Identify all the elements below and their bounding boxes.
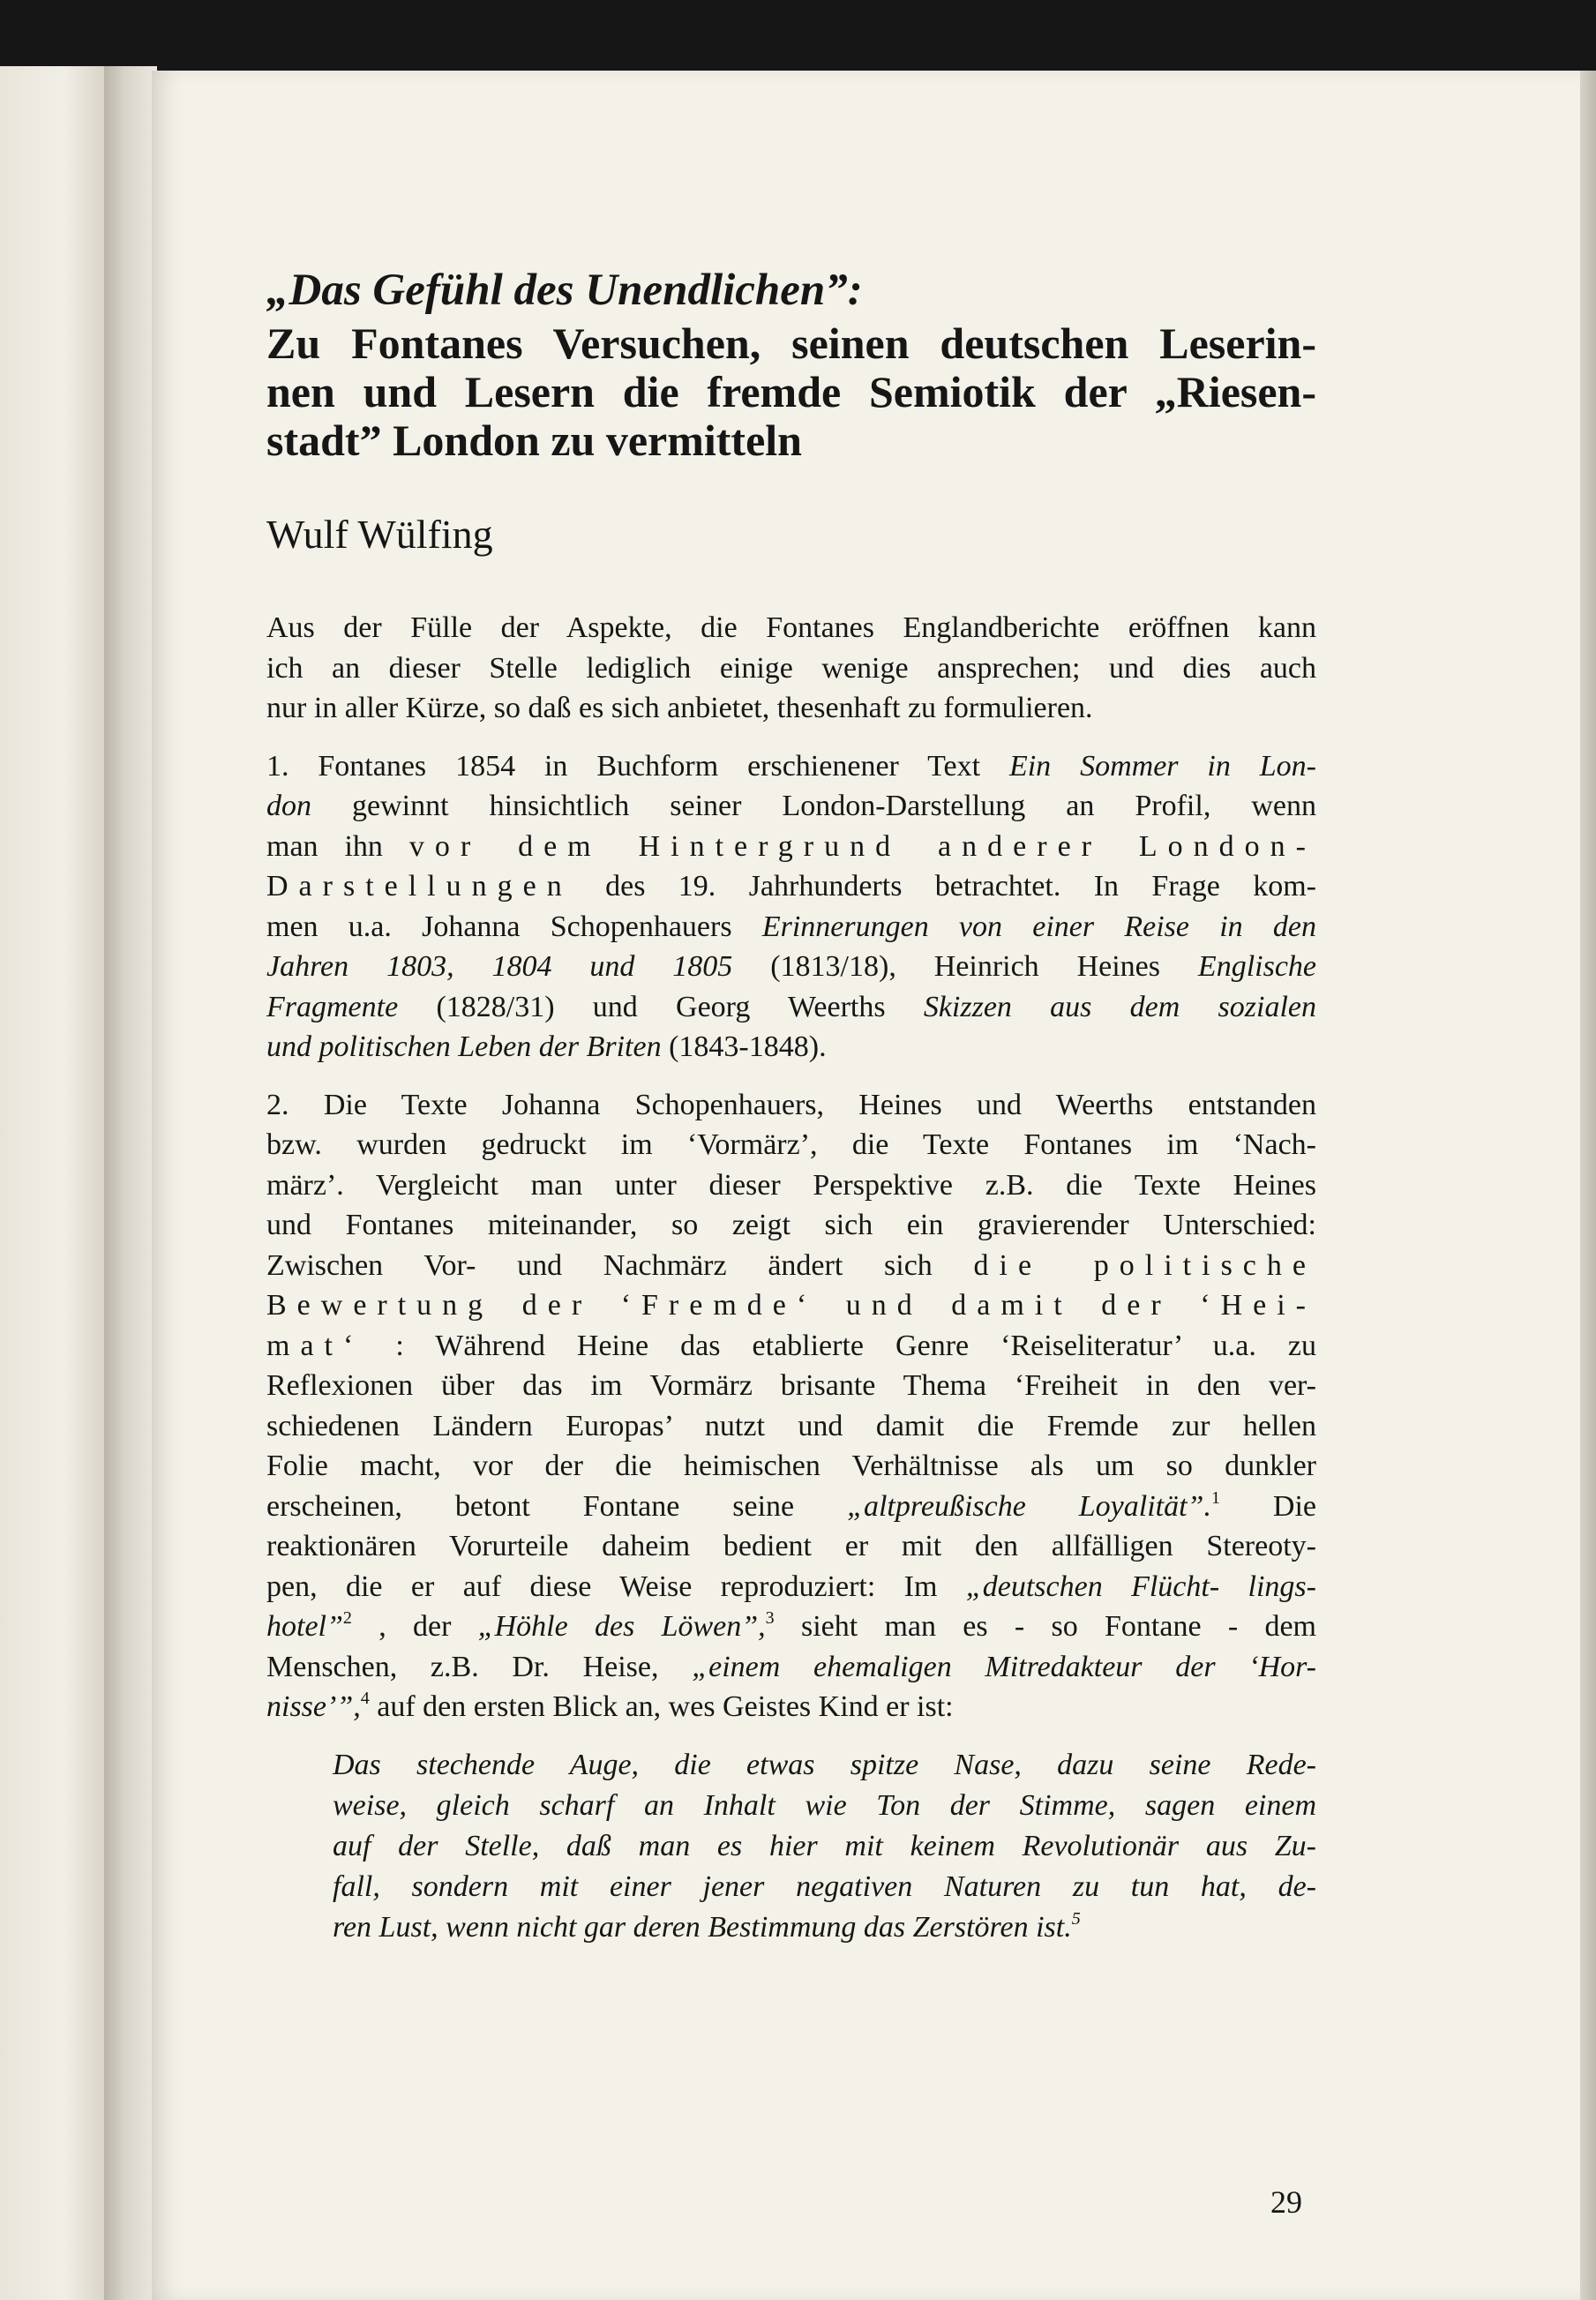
text-run: : Während Heine das etablierte Genre ‘Reiseliteratur’ u.a. zu [363,1329,1316,1362]
text-run: auf den ersten Blick an, wes Geistes Kind er ist: [369,1690,954,1723]
text-line [266,947,1316,987]
quote-line: Das stechende Auge, die etwas spitze Nase, dazu seine Rede- [333,1748,1316,1781]
right-page-edge [1580,71,1596,2300]
book-title-run: Fragmente [266,990,399,1023]
quotation-run: „Höhle des Löwen”, [477,1610,766,1643]
text-line: reaktionären Vorurteile daheim bedient er mit den allfälligen Stereoty- [266,1530,1316,1562]
paragraph-thesis-2 [266,1085,1316,1727]
text-line [266,746,1316,787]
text-line [266,987,1316,1028]
text-line: und Fontanes miteinander, so zeigt sich ein gravierender Unterschied: [266,1209,1316,1241]
chapter-title-line: stadt” London zu vermitteln [266,416,802,465]
book-page [152,71,1581,2300]
text-line: Folie macht, vor der die heimischen Verhältnisse als um so dunkler [266,1450,1316,1482]
book-title-run: Ein Sommer in Lon- [1008,749,1316,783]
text-line [266,1487,1316,1527]
text-line [266,1687,1316,1727]
text-line: nur in aller Kürze, so daß es sich anbietet, thesenhaft zu formulieren. [266,692,1093,724]
footnote-marker: 3 [765,1608,775,1628]
text-run: (1813/18), Heinrich Heines [732,950,1198,983]
footnote-marker: 1 [1210,1487,1220,1508]
page-content [266,265,1316,1948]
author-name: Wulf Wülfing [266,512,493,557]
book-title-run: Englische [1197,950,1316,983]
book-title-run: don [266,790,311,822]
footnote-marker: 2 [342,1608,352,1628]
text-run: (1843-1848). [661,1030,827,1063]
text-line: schiedenen Ländern Europas’ nutzt und damit die Fremde zur hellen [266,1409,1316,1442]
chapter-title [266,319,1316,465]
text-run: man ihn [266,829,409,863]
quotation-run: „einem ehemaligen Mitredakteur der ‘Hor- [692,1650,1316,1683]
text-run: ren Lust, wenn nicht gar deren Bestimmung das Zerstören ist. [333,1910,1072,1944]
quotation-run: nisse’”, [266,1690,361,1723]
footnote-marker: 5 [1071,1908,1081,1929]
text-line: Aus der Fülle der Aspekte, die Fontanes Englandberichte eröffnen kann [266,611,1316,644]
text-run: Zwischen Vor- und Nachmärz ändert sich [266,1248,974,1282]
spaced-emphasis-run: mat‘ [266,1329,364,1362]
text-run: men u.a. Johanna Schopenhauers [266,910,762,943]
text-run: , der [351,1610,478,1643]
block-quote [333,1745,1316,1948]
left-page-edge [0,66,106,2300]
text-line [266,866,1316,907]
text-line: 2. Die Texte Johanna Schopenhauers, Heines und Weerths entstanden [266,1088,1316,1121]
book-title-run: und politischen Leben der Briten [266,1030,662,1063]
quote-line [333,1907,1316,1948]
chapter-title-line: nen und Lesern die fremde Semiotik der „Riesen- [266,367,1316,416]
chapter-title-line: Zu Fontanes Versuchen, seinen deutschen Leserin- [266,318,1316,368]
text-run: Menschen, z.B. Dr. Heise, [266,1650,693,1683]
spaced-emphasis-run: Darstellungen [266,870,573,903]
text-line [266,786,1316,827]
book-title-run: Erinnerungen von einer Reise in den [761,910,1316,943]
text-line [266,1567,1316,1607]
quote-line: weise, gleich scharf an Inhalt wie Ton der Stimme, sagen einem [333,1788,1316,1822]
text-line: bzw. wurden gedruckt im ‘Vormärz’, die Texte Fontanes im ‘Nach- [266,1128,1316,1161]
quotation-run: hotel” [266,1610,343,1643]
text-run: des 19. Jahrhunderts betrachtet. In Frage kom- [572,870,1316,903]
book-gutter [104,66,157,2300]
book-title-run: Jahren 1803, 1804 und 1805 [266,950,733,983]
text-run: Die [1219,1489,1316,1523]
text-line: ich an dieser Stelle lediglich einige wenige ansprechen; und dies auch [266,651,1316,685]
text-line [266,1607,1316,1647]
quotation-run: „altpreußische Loyalität”. [847,1489,1211,1523]
text-line [266,907,1316,948]
text-line [266,827,1316,867]
text-line [266,1647,1316,1688]
text-line [266,1027,1316,1068]
book-title-run: Skizzen aus dem sozialen [923,990,1316,1023]
text-run: erscheinen, betont Fontane seine [266,1489,848,1523]
footnote-marker: 4 [360,1689,370,1708]
quote-line: auf der Stelle, daß man es hier mit keinem Revolutionär aus Zu- [333,1829,1316,1862]
text-line: märz’. Vergleicht man unter dieser Perspektive z.B. die Texte Heines [266,1168,1316,1202]
text-run: (1828/31) und Georg Weerths [398,990,924,1023]
page-number: 29 [1270,2184,1302,2220]
quote-line: fall, sondern mit einer jener negativen Naturen zu tun hat, de- [333,1869,1316,1903]
spaced-emphasis-run: die politische [973,1248,1316,1282]
paragraph-thesis-1 [266,746,1316,1068]
text-run: 1. Fontanes 1854 in Buchform erschienener Text [266,749,1009,783]
text-run: sieht man es - so Fontane - dem [774,1610,1316,1643]
spaced-emphasis-run: vor dem Hintergrund anderer London- [408,829,1316,863]
text-line [266,1246,1316,1286]
text-line [266,1326,1316,1367]
text-line: Reflexionen über das im Vormärz brisante Thema ‘Freiheit in den ver- [266,1369,1316,1402]
chapter-title-italic: „Das Gefühl des Unendlichen”: [266,266,863,315]
text-run: pen, die er auf diese Weise reproduziert: Im [266,1570,966,1603]
quotation-run: „deutschen Flücht- lings- [965,1570,1316,1603]
text-line: Bewertung der ‘Fremde‘ und damit der ‘Hei- [266,1289,1316,1322]
text-run: gewinnt hinsichtlich seiner London-Darstellung an Profil, wenn [311,790,1316,822]
paragraph-intro [266,608,1316,729]
